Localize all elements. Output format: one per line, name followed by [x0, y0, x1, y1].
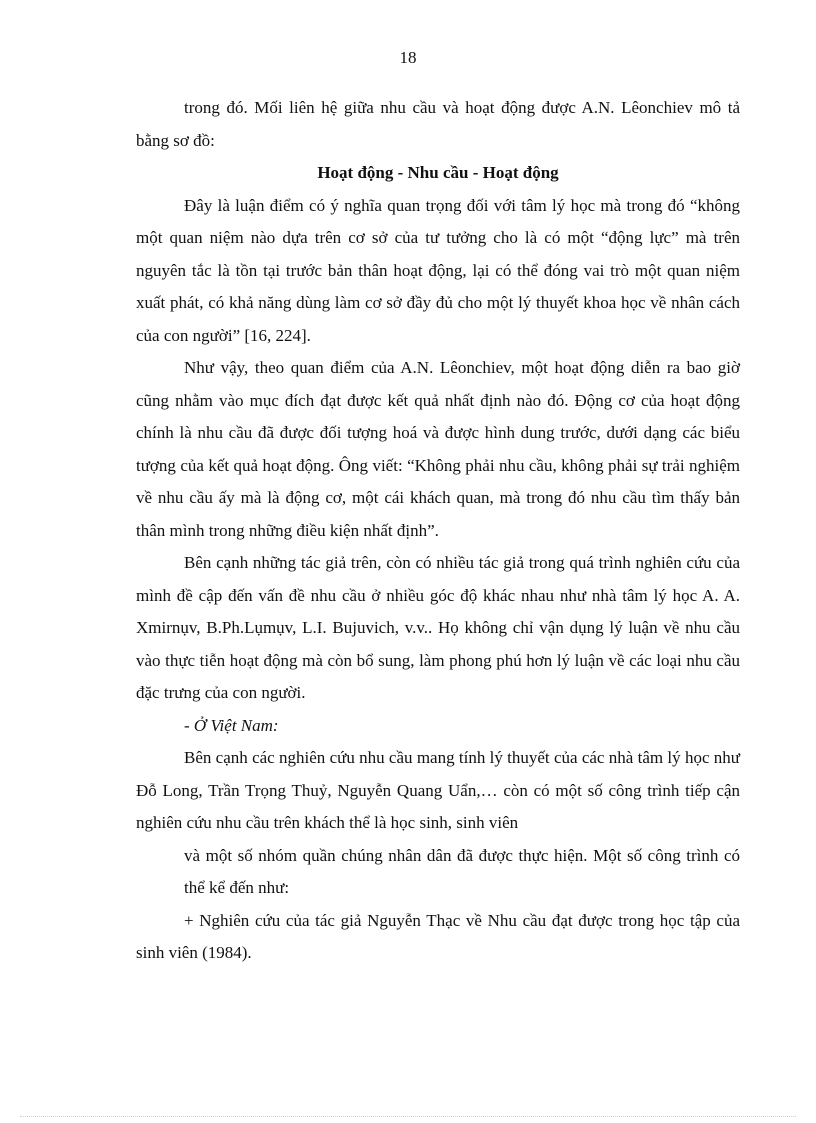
diagram-activity-need-activity: Hoạt động - Nhu cầu - Hoạt động	[317, 163, 559, 182]
page-body	[136, 92, 740, 970]
paragraph-vietnam-research-continued: và một số nhóm quần chúng nhân dân đã được thực hiện. Một số công trình có thể kể đến như:	[184, 845, 740, 897]
list-item-nguyen-thac-study: + Nghiên cứu của tác giả Nguyễn Thạc về Nhu cầu đạt được trong học tập của sinh viên (1984).	[136, 910, 740, 962]
page-bottom-border	[20, 1116, 796, 1117]
section-heading-vietnam: - Ở Việt Nam:	[184, 715, 279, 735]
page-number: 18	[399, 48, 417, 67]
paragraph-vietnam-research: Bên cạnh các nghiên cứu nhu cầu mang tính lý thuyết của các nhà tâm lý học như Đỗ Long, Trần Trọng Thuỷ, Nguyễn Quang Uẩn,… còn có một số công trình tiếp cận nghiên cứu nhu cầu trên khách thể là học sinh, sinh viên	[136, 748, 740, 832]
paragraph-leonchiev-diagram-intro: trong đó. Mối liên hệ giữa nhu cầu và hoạt động được A.N. Lêonchiev mô tả bằng sơ đồ:	[136, 98, 740, 150]
paragraph-motive-definition: Như vậy, theo quan điểm của A.N. Lêonchiev, một hoạt động diễn ra bao giờ cũng nhằm vào mục đích đạt được kết quả nhất định nào đó. Động cơ của hoạt động chính là nhu cầu đã được đối tượng hoá và được hình dung trước, dưới dạng các biểu tượng của kết quả hoạt động. Ông viết: “Không phải nhu cầu, không phải sự trải nghiệm về nhu cầu ấy mà là động cơ, một cái khách quan, mà trong đó nhu cầu tìm thấy bản thân mình trong những điều kiện nhất định”.	[136, 358, 740, 540]
paragraph-other-authors: Bên cạnh những tác giả trên, còn có nhiều tác giả trong quá trình nghiên cứu của mình đề cập đến vấn đề nhu cầu ở nhiều góc độ khác nhau như nhà tâm lý học A. A. Xmirnụv, B.Ph.Lụmụv, L.I. Bujuvich, v.v.. Họ không chỉ vận dụng lý luận về nhu cầu vào thực tiễn hoạt động mà còn bổ sung, làm phong phú hơn lý luận về các loại nhu cầu đặc trưng của con người.	[136, 553, 740, 702]
paragraph-significance: Đây là luận điểm có ý nghĩa quan trọng đối với tâm lý học mà trong đó “không một quan niệm nào dựa trên cơ sở của tư tưởng cho là có một “động lực” mà trên nguyên tắc là tồn tại trước bản thân hoạt động, lại có thể đóng vai trò một quan niệm xuất phát, có khả năng dùng làm cơ sở đầy đủ cho một lý thuyết khoa học về nhân cách của con người” [16, 224].	[136, 195, 740, 345]
